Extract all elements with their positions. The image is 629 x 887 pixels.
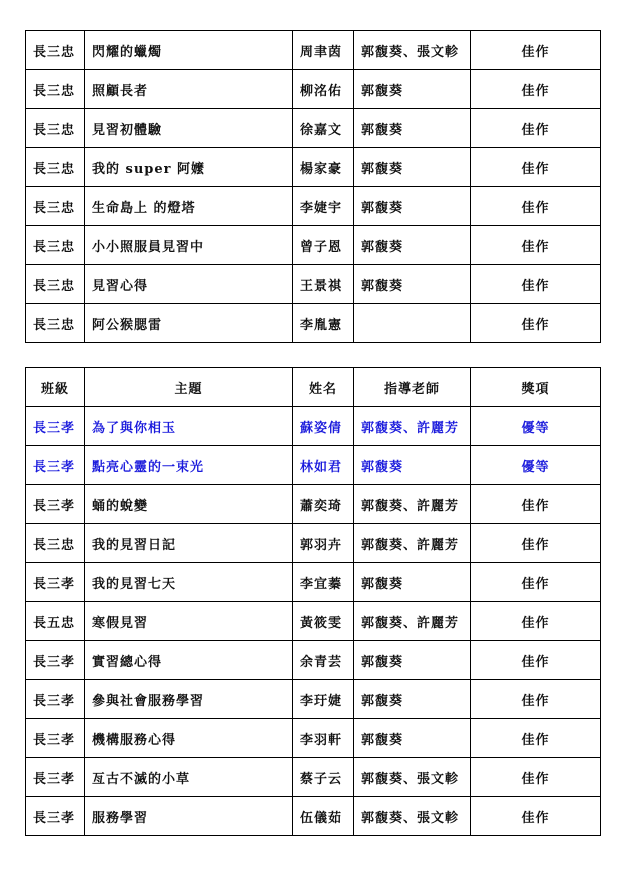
cell-award: 佳作 [471, 109, 601, 148]
cell-name: 徐嘉文 [293, 109, 354, 148]
cell-award: 佳作 [471, 31, 601, 70]
cell-class: 長三忠 [26, 265, 85, 304]
cell-award: 佳作 [471, 602, 601, 641]
cell-class: 長五忠 [26, 602, 85, 641]
cell-name: 蘇姿倩 [293, 407, 354, 446]
cell-topic: 生命島上 的燈塔 [85, 187, 293, 226]
cell-award: 佳作 [471, 719, 601, 758]
cell-name: 郭羽卉 [293, 524, 354, 563]
cell-topic: 機構服務心得 [85, 719, 293, 758]
cell-teacher: 郭馥葵 [354, 446, 471, 485]
cell-teacher: 郭馥葵、張文軫 [354, 31, 471, 70]
cell-name: 柳洺佑 [293, 70, 354, 109]
cell-topic: 蛹的蛻變 [85, 485, 293, 524]
cell-topic: 亙古不滅的小草 [85, 758, 293, 797]
cell-class: 長三忠 [26, 148, 85, 187]
cell-award: 佳作 [471, 680, 601, 719]
cell-award: 佳作 [471, 265, 601, 304]
cell-class: 長三忠 [26, 109, 85, 148]
cell-teacher: 郭馥葵 [354, 563, 471, 602]
cell-topic: 我的見習七天 [85, 563, 293, 602]
table-row [26, 304, 601, 343]
table-row [26, 563, 601, 602]
cell-award: 佳作 [471, 148, 601, 187]
cell-teacher: 郭馥葵 [354, 680, 471, 719]
cell-class: 長三孝 [26, 485, 85, 524]
table-row [26, 31, 601, 70]
cell-teacher: 郭馥葵 [354, 641, 471, 680]
table-row [26, 485, 601, 524]
cell-teacher: 郭馥葵、許麗芳 [354, 524, 471, 563]
cell-award: 佳作 [471, 187, 601, 226]
cell-class: 長三忠 [26, 31, 85, 70]
table-row [26, 70, 601, 109]
table-body [26, 31, 601, 343]
cell-class: 長三忠 [26, 70, 85, 109]
header-topic: 主題 [85, 368, 293, 407]
cell-class: 長三忠 [26, 304, 85, 343]
award-table-continued [25, 30, 601, 343]
cell-name: 曾子恩 [293, 226, 354, 265]
table-row [26, 407, 601, 446]
cell-award: 佳作 [471, 304, 601, 343]
cell-class: 長三孝 [26, 563, 85, 602]
cell-topic: 寒假見習 [85, 602, 293, 641]
cell-award: 佳作 [471, 758, 601, 797]
table-row [26, 641, 601, 680]
cell-award: 優等 [471, 407, 601, 446]
cell-award: 佳作 [471, 226, 601, 265]
cell-class: 長三忠 [26, 187, 85, 226]
table-row [26, 524, 601, 563]
cell-topic: 點亮心靈的一束光 [85, 446, 293, 485]
cell-class: 長三忠 [26, 524, 85, 563]
table-row [26, 602, 601, 641]
cell-topic: 為了與你相玉 [85, 407, 293, 446]
table-row [26, 680, 601, 719]
table-row [26, 187, 601, 226]
table-row [26, 758, 601, 797]
header-row [26, 368, 601, 407]
cell-award: 佳作 [471, 641, 601, 680]
cell-teacher: 郭馥葵、許麗芳 [354, 407, 471, 446]
table-row [26, 446, 601, 485]
cell-award: 佳作 [471, 524, 601, 563]
header-name: 姓名 [293, 368, 354, 407]
cell-class: 長三忠 [26, 226, 85, 265]
table-row [26, 797, 601, 836]
cell-name: 王景祺 [293, 265, 354, 304]
cell-teacher: 郭馥葵 [354, 265, 471, 304]
cell-topic: 參與社會服務學習 [85, 680, 293, 719]
cell-name: 李胤憲 [293, 304, 354, 343]
cell-name: 楊家豪 [293, 148, 354, 187]
cell-name: 伍儀茹 [293, 797, 354, 836]
cell-name: 周聿茵 [293, 31, 354, 70]
cell-topic: 小小照服員見習中 [85, 226, 293, 265]
cell-teacher: 郭馥葵 [354, 109, 471, 148]
table-row [26, 226, 601, 265]
header-award: 獎項 [471, 368, 601, 407]
cell-topic: 閃耀的蠟燭 [85, 31, 293, 70]
cell-teacher: 郭馥葵 [354, 719, 471, 758]
cell-class: 長三孝 [26, 641, 85, 680]
cell-name: 黃筱雯 [293, 602, 354, 641]
cell-teacher: 郭馥葵、許麗芳 [354, 602, 471, 641]
cell-topic: 照顧長者 [85, 70, 293, 109]
cell-teacher: 郭馥葵、許麗芳 [354, 485, 471, 524]
cell-award: 佳作 [471, 485, 601, 524]
cell-class: 長三孝 [26, 797, 85, 836]
cell-name: 林如君 [293, 446, 354, 485]
table-row [26, 265, 601, 304]
cell-award: 佳作 [471, 563, 601, 602]
cell-topic: 服務學習 [85, 797, 293, 836]
cell-teacher: 郭馥葵 [354, 187, 471, 226]
cell-class: 長三孝 [26, 680, 85, 719]
cell-topic: 我的見習日記 [85, 524, 293, 563]
cell-name: 蕭奕琦 [293, 485, 354, 524]
table-header [26, 368, 601, 407]
table-row [26, 109, 601, 148]
table-row [26, 148, 601, 187]
cell-name: 李羽軒 [293, 719, 354, 758]
cell-name: 李玗婕 [293, 680, 354, 719]
cell-teacher: 郭馥葵 [354, 148, 471, 187]
cell-name: 李婕宇 [293, 187, 354, 226]
cell-topic: 我的 super 阿嬤 [85, 148, 293, 187]
cell-name: 余青芸 [293, 641, 354, 680]
cell-award: 佳作 [471, 797, 601, 836]
cell-class: 長三孝 [26, 446, 85, 485]
cell-topic: 見習初體驗 [85, 109, 293, 148]
cell-topic: 阿公猴腮雷 [85, 304, 293, 343]
cell-name: 李宜蓁 [293, 563, 354, 602]
cell-award: 佳作 [471, 70, 601, 109]
header-class: 班級 [26, 368, 85, 407]
cell-class: 長三孝 [26, 407, 85, 446]
table-row [26, 719, 601, 758]
cell-teacher: 郭馥葵、張文軫 [354, 758, 471, 797]
cell-topic: 實習總心得 [85, 641, 293, 680]
cell-teacher: 郭馥葵、張文軫 [354, 797, 471, 836]
header-teacher: 指導老師 [354, 368, 471, 407]
cell-class: 長三孝 [26, 719, 85, 758]
cell-topic: 見習心得 [85, 265, 293, 304]
table-body [26, 407, 601, 836]
cell-name: 蔡子云 [293, 758, 354, 797]
cell-teacher: 郭馥葵 [354, 226, 471, 265]
cell-teacher [354, 304, 471, 343]
award-table [25, 367, 601, 836]
cell-class: 長三孝 [26, 758, 85, 797]
cell-teacher: 郭馥葵 [354, 70, 471, 109]
cell-award: 優等 [471, 446, 601, 485]
